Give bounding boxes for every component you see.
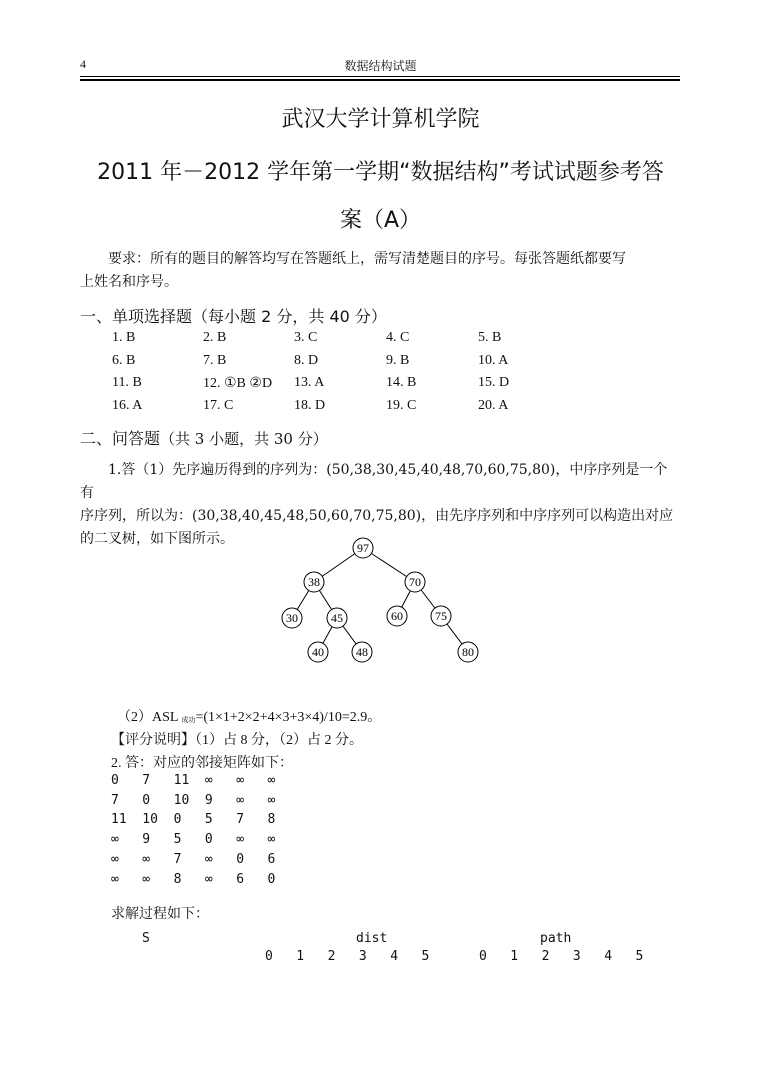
tree-node-label: 75 — [435, 609, 447, 623]
asl-formula: =(1×1+2×2+4×3+3×4)/10=2.9。 — [195, 710, 382, 725]
section1-heading: 一、单项选择题（每小题 2 分，共 40 分） — [80, 307, 387, 326]
answer-item: 2. B — [203, 330, 227, 345]
tree-node — [308, 642, 328, 662]
tree-node-label: 97 — [357, 541, 369, 555]
answer-item: 7. B — [203, 353, 227, 368]
table-header-path: path — [540, 931, 572, 946]
tree-node — [458, 642, 478, 662]
tree-node-label: 48 — [356, 645, 368, 659]
answer-item: 9. B — [386, 353, 410, 368]
requirement-line1: 所有的题目的解答均写在答题纸上，需写清楚题目的序号。每张答题纸都要写 — [150, 251, 626, 267]
exam-title-line1: 2011 年－2012 学年第一学期“数据结构”考试试题参考答 — [97, 160, 664, 185]
section2-heading — [80, 426, 328, 449]
answer-item: 13. A — [294, 375, 325, 390]
requirement-line2: 上姓名和序号。 — [80, 274, 178, 290]
tree-node — [405, 572, 425, 592]
scoring-note: 【评分说明】（1）占 8 分，（2）占 2 分。 — [111, 733, 363, 748]
matrix-row: 0 7 11 ∞ ∞ ∞ — [111, 773, 276, 788]
tree-node-label: 38 — [308, 575, 320, 589]
answer-item: 14. B — [386, 375, 417, 390]
requirement-paragraph — [80, 248, 680, 294]
table-header-dist: dist — [356, 931, 388, 946]
page-number: 4 — [80, 57, 86, 71]
requirement-label: 要求： — [108, 251, 150, 267]
section2-heading-text: 二、问答题 — [80, 429, 161, 448]
tree-node-label: 70 — [409, 575, 421, 589]
table-header-s: S — [142, 931, 150, 946]
school-title: 武汉大学计算机学院 — [281, 107, 480, 132]
answer-item: 19. C — [386, 398, 417, 413]
answer-item: 17. C — [203, 398, 234, 413]
tree-edges — [292, 548, 468, 652]
tree-node — [352, 642, 372, 662]
tree-node-label: 45 — [331, 611, 343, 625]
tree-node-label: 60 — [391, 609, 403, 623]
q1-line3: 的二叉树，如下图所示。 — [80, 531, 234, 547]
dist-indices: 0 1 2 3 4 5 — [265, 949, 430, 964]
running-title: 数据结构试题 — [344, 59, 417, 73]
answer-item: 6. B — [112, 353, 136, 368]
q2-intro: 2. 答：对应的邻接矩阵如下： — [111, 756, 293, 771]
matrix-row: 7 0 10 9 ∞ ∞ — [111, 792, 276, 808]
tree-node — [304, 572, 324, 592]
answer-item: 3. C — [294, 330, 318, 345]
section2-heading-note: （共 3 小题，共 30 分） — [160, 430, 328, 448]
matrix-row: ∞ 9 5 0 ∞ ∞ — [111, 832, 276, 848]
header-rule-top — [80, 76, 680, 77]
answer-item: 1. B — [112, 330, 136, 345]
tree-node-label: 80 — [462, 645, 474, 659]
tree-node — [353, 538, 373, 558]
tree-node — [431, 606, 451, 626]
q1-line1: 1.答（1）先序遍历得到的序列为：(50,38,30,45,40,48,70,60,75,80)，中序序列是一个有 — [80, 462, 668, 501]
matrix-row: 11 10 0 5 7 8 — [111, 812, 276, 828]
matrix-row: ∞ ∞ 7 ∞ 0 6 — [111, 851, 276, 867]
answer-item: 4. C — [386, 330, 410, 345]
answer-item: 5. B — [478, 330, 502, 345]
tree-node — [387, 606, 407, 626]
tree-node — [327, 608, 347, 628]
asl-prefix: （2）ASL — [117, 710, 182, 725]
answer-item: 11. B — [112, 375, 142, 390]
binary-tree-diagram — [270, 532, 490, 667]
answer-item: 10. A — [478, 353, 509, 368]
tree-node-label: 40 — [312, 645, 324, 659]
q1-line2: 序序列，所以为：(30,38,40,45,48,50,60,70,75,80)，由先序序列和中序序列可以构造出对应 — [80, 508, 674, 524]
q1-asl-line — [117, 706, 381, 726]
tree-node-label: 30 — [286, 611, 298, 625]
answer-item: 18. D — [294, 398, 326, 413]
tree-nodes — [282, 538, 478, 662]
asl-subscript: 成功 — [181, 716, 196, 724]
answer-item: 12. ①B ②D — [203, 376, 273, 391]
answer-item: 8. D — [294, 353, 319, 368]
answer-item: 20. A — [478, 398, 509, 413]
answer-item: 15. D — [478, 375, 510, 390]
tree-node — [282, 608, 302, 628]
answer-item: 16. A — [112, 398, 143, 413]
path-indices: 0 1 2 3 4 5 — [479, 949, 644, 964]
header-rule-bottom — [80, 79, 680, 81]
process-label: 求解过程如下： — [111, 907, 209, 922]
exam-title-line2: 案（A） — [339, 208, 422, 233]
matrix-row: ∞ ∞ 8 ∞ 6 0 — [111, 871, 276, 887]
